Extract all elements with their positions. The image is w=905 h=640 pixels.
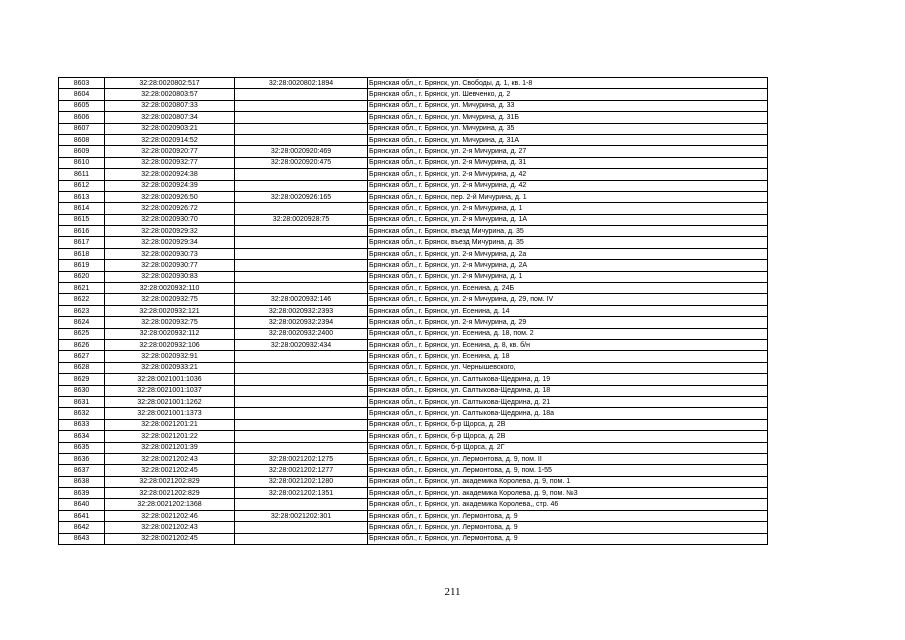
linked-cadastral-number-cell <box>235 408 368 419</box>
cadastral-number-cell: 32:28:0021202:46 <box>105 510 235 521</box>
linked-cadastral-number-cell: 32:28:0020932:2394 <box>235 317 368 328</box>
row-number-cell: 8633 <box>59 419 105 430</box>
cadastral-number-cell: 32:28:0020803:57 <box>105 89 235 100</box>
linked-cadastral-number-cell <box>235 169 368 180</box>
row-number-cell: 8638 <box>59 476 105 487</box>
address-cell: Брянская обл., г. Брянск, ул. 2-я Мичурина, д. 1 <box>368 203 768 214</box>
row-number-cell: 8641 <box>59 510 105 521</box>
table-row <box>59 419 768 430</box>
address-cell: Брянская обл., г. Брянск, въезд Мичурина, д. 35 <box>368 237 768 248</box>
address-cell: Брянская обл., г. Брянск, ул. Мичурина, д. 31Б <box>368 112 768 123</box>
address-cell: Брянская обл., г. Брянск, ул. академика Королева, д. 9, пом. 1 <box>368 476 768 487</box>
address-cell: Брянская обл., г. Брянск, ул. Чернышевского, <box>368 362 768 373</box>
linked-cadastral-number-cell: 32:28:0021202:1351 <box>235 488 368 499</box>
cadastral-number-cell: 32:28:0020920:77 <box>105 146 235 157</box>
table-row <box>59 533 768 544</box>
address-cell: Брянская обл., г. Брянск, ул. Салтыкова-Щедрина, д. 18 <box>368 385 768 396</box>
linked-cadastral-number-cell <box>235 112 368 123</box>
address-cell: Брянская обл., г. Брянск, ул. Есенина, д. 24Б <box>368 283 768 294</box>
row-number-cell: 8630 <box>59 385 105 396</box>
linked-cadastral-number-cell <box>235 203 368 214</box>
table-row <box>59 385 768 396</box>
linked-cadastral-number-cell: 32:28:0021202:1280 <box>235 476 368 487</box>
row-number-cell: 8617 <box>59 237 105 248</box>
linked-cadastral-number-cell <box>235 123 368 134</box>
linked-cadastral-number-cell <box>235 100 368 111</box>
table-row <box>59 203 768 214</box>
cadastral-number-cell: 32:28:0020932:112 <box>105 328 235 339</box>
address-cell: Брянская обл., г. Брянск, ул. Есенина, д. 18, пом. 2 <box>368 328 768 339</box>
cadastral-number-cell: 32:28:0021201:22 <box>105 431 235 442</box>
table-row <box>59 510 768 521</box>
linked-cadastral-number-cell <box>235 260 368 271</box>
linked-cadastral-number-cell: 32:28:0021202:1275 <box>235 453 368 464</box>
table-row <box>59 294 768 305</box>
row-number-cell: 8639 <box>59 488 105 499</box>
cadastral-number-cell: 32:28:0021202:1368 <box>105 499 235 510</box>
linked-cadastral-number-cell: 32:28:0020932:434 <box>235 339 368 350</box>
table-row <box>59 351 768 362</box>
cadastral-number-cell: 32:28:0020930:83 <box>105 271 235 282</box>
table-row <box>59 453 768 464</box>
row-number-cell: 8614 <box>59 203 105 214</box>
table-row <box>59 134 768 145</box>
address-cell: Брянская обл., г. Брянск, ул. 2-я Мичурина, д. 29 <box>368 317 768 328</box>
address-cell: Брянская обл., г. Брянск, ул. 2-я Мичурина, д. 2а <box>368 248 768 259</box>
table-body <box>59 78 768 545</box>
table-row <box>59 362 768 373</box>
linked-cadastral-number-cell <box>235 248 368 259</box>
property-register-table <box>58 77 768 545</box>
address-cell: Брянская обл., г. Брянск, ул. Есенина, д. 8, кв. б/н <box>368 339 768 350</box>
table-row <box>59 100 768 111</box>
address-cell: Брянская обл., г. Брянск, ул. академика Королева,, стр. 46 <box>368 499 768 510</box>
address-cell: Брянская обл., г. Брянск, ул. Салтыкова-Щедрина, д. 19 <box>368 374 768 385</box>
cadastral-number-cell: 32:28:0020932:106 <box>105 339 235 350</box>
table-row <box>59 260 768 271</box>
row-number-cell: 8632 <box>59 408 105 419</box>
table-row <box>59 157 768 168</box>
linked-cadastral-number-cell <box>235 431 368 442</box>
table-row <box>59 180 768 191</box>
address-cell: Брянская обл., г. Брянск, ул. Мичурина, д. 31А <box>368 134 768 145</box>
table-row <box>59 339 768 350</box>
row-number-cell: 8631 <box>59 396 105 407</box>
linked-cadastral-number-cell <box>235 134 368 145</box>
cadastral-number-cell: 32:28:0020929:34 <box>105 237 235 248</box>
address-cell: Брянская обл., г. Брянск, ул. 2-я Мичурина, д. 27 <box>368 146 768 157</box>
table-row <box>59 396 768 407</box>
address-cell: Брянская обл., г. Брянск, б-р Щорса, д. 2В <box>368 419 768 430</box>
table-row <box>59 146 768 157</box>
page-number: 211 <box>444 586 461 598</box>
linked-cadastral-number-cell <box>235 271 368 282</box>
cadastral-number-cell: 32:28:0021202:829 <box>105 476 235 487</box>
row-number-cell: 8637 <box>59 465 105 476</box>
linked-cadastral-number-cell: 32:28:0020920:475 <box>235 157 368 168</box>
cadastral-number-cell: 32:28:0021201:21 <box>105 419 235 430</box>
table-row <box>59 248 768 259</box>
address-cell: Брянская обл., г. Брянск, ул. Лермонтова, д. 9, пом. 1-55 <box>368 465 768 476</box>
row-number-cell: 8640 <box>59 499 105 510</box>
row-number-cell: 8625 <box>59 328 105 339</box>
row-number-cell: 8603 <box>59 78 105 89</box>
cadastral-number-cell: 32:28:0020932:91 <box>105 351 235 362</box>
cadastral-number-cell: 32:28:0020930:70 <box>105 214 235 225</box>
cadastral-number-cell: 32:28:0021202:45 <box>105 533 235 544</box>
linked-cadastral-number-cell: 32:28:0021202:301 <box>235 510 368 521</box>
cadastral-number-cell: 32:28:0020926:72 <box>105 203 235 214</box>
linked-cadastral-number-cell <box>235 89 368 100</box>
address-cell: Брянская обл., г. Брянск, ул. Есенина, д. 14 <box>368 305 768 316</box>
linked-cadastral-number-cell <box>235 180 368 191</box>
table-row <box>59 123 768 134</box>
linked-cadastral-number-cell <box>235 237 368 248</box>
linked-cadastral-number-cell: 32:28:0020926:165 <box>235 191 368 202</box>
table-row <box>59 431 768 442</box>
address-cell: Брянская обл., г. Брянск, ул. 2-я Мичурина, д. 42 <box>368 169 768 180</box>
linked-cadastral-number-cell <box>235 396 368 407</box>
row-number-cell: 8620 <box>59 271 105 282</box>
address-cell: Брянская обл., г. Брянск, ул. академика Королева, д. 9, пом. №3 <box>368 488 768 499</box>
cadastral-number-cell: 32:28:0020802:517 <box>105 78 235 89</box>
address-cell: Брянская обл., г. Брянск, ул. Лермонтова, д. 9, пом. II <box>368 453 768 464</box>
row-number-cell: 8607 <box>59 123 105 134</box>
linked-cadastral-number-cell <box>235 226 368 237</box>
cadastral-number-cell: 32:28:0020932:75 <box>105 317 235 328</box>
cadastral-number-cell: 32:28:0021001:1036 <box>105 374 235 385</box>
cadastral-number-cell: 32:28:0021202:43 <box>105 453 235 464</box>
cadastral-number-cell: 32:28:0021202:43 <box>105 522 235 533</box>
table-row <box>59 374 768 385</box>
linked-cadastral-number-cell: 32:28:0020932:146 <box>235 294 368 305</box>
row-number-cell: 8606 <box>59 112 105 123</box>
address-cell: Брянская обл., г. Брянск, ул. Мичурина, д. 35 <box>368 123 768 134</box>
row-number-cell: 8604 <box>59 89 105 100</box>
table-row <box>59 317 768 328</box>
address-cell: Брянская обл., г. Брянск, б-р Щорса, д. 2Г <box>368 442 768 453</box>
cadastral-number-cell: 32:28:0021202:45 <box>105 465 235 476</box>
row-number-cell: 8605 <box>59 100 105 111</box>
address-cell: Брянская обл., г. Брянск, ул. Лермонтова, д. 9 <box>368 533 768 544</box>
address-cell: Брянская обл., г. Брянск, въезд Мичурина, д. 35 <box>368 226 768 237</box>
row-number-cell: 8636 <box>59 453 105 464</box>
linked-cadastral-number-cell <box>235 499 368 510</box>
cadastral-number-cell: 32:28:0021202:829 <box>105 488 235 499</box>
table-row <box>59 499 768 510</box>
cadastral-number-cell: 32:28:0020933:21 <box>105 362 235 373</box>
cadastral-number-cell: 32:28:0020932:121 <box>105 305 235 316</box>
row-number-cell: 8616 <box>59 226 105 237</box>
row-number-cell: 8618 <box>59 248 105 259</box>
row-number-cell: 8608 <box>59 134 105 145</box>
cadastral-number-cell: 32:28:0021001:1262 <box>105 396 235 407</box>
linked-cadastral-number-cell: 32:28:0021202:1277 <box>235 465 368 476</box>
cadastral-number-cell: 32:28:0020903:21 <box>105 123 235 134</box>
row-number-cell: 8619 <box>59 260 105 271</box>
cadastral-number-cell: 32:28:0020807:34 <box>105 112 235 123</box>
row-number-cell: 8609 <box>59 146 105 157</box>
table-row <box>59 112 768 123</box>
address-cell: Брянская обл., г. Брянск, ул. 2-я Мичурина, д. 1 <box>368 271 768 282</box>
address-cell: Брянская обл., г. Брянск, ул. Лермонтова, д. 9 <box>368 510 768 521</box>
linked-cadastral-number-cell <box>235 283 368 294</box>
table-row <box>59 237 768 248</box>
table-row <box>59 214 768 225</box>
linked-cadastral-number-cell: 32:28:0020920:469 <box>235 146 368 157</box>
linked-cadastral-number-cell <box>235 351 368 362</box>
address-cell: Брянская обл., г. Брянск, ул. 2-я Мичурина, д. 2А <box>368 260 768 271</box>
cadastral-number-cell: 32:28:0020932:110 <box>105 283 235 294</box>
row-number-cell: 8610 <box>59 157 105 168</box>
address-cell: Брянская обл., г. Брянск, пер. 2-й Мичурина, д. 1 <box>368 191 768 202</box>
address-cell: Брянская обл., г. Брянск, б-р Щорса, д. 2В <box>368 431 768 442</box>
row-number-cell: 8628 <box>59 362 105 373</box>
cadastral-number-cell: 32:28:0020924:39 <box>105 180 235 191</box>
linked-cadastral-number-cell: 32:28:0020928:75 <box>235 214 368 225</box>
table-row <box>59 328 768 339</box>
linked-cadastral-number-cell: 32:28:0020932:2393 <box>235 305 368 316</box>
row-number-cell: 8634 <box>59 431 105 442</box>
cadastral-number-cell: 32:28:0021001:1373 <box>105 408 235 419</box>
table-row <box>59 408 768 419</box>
cadastral-number-cell: 32:28:0020932:75 <box>105 294 235 305</box>
address-cell: Брянская обл., г. Брянск, ул. Салтыкова-Щедрина, д. 21 <box>368 396 768 407</box>
linked-cadastral-number-cell <box>235 533 368 544</box>
row-number-cell: 8615 <box>59 214 105 225</box>
cadastral-number-cell: 32:28:0021201:39 <box>105 442 235 453</box>
address-cell: Брянская обл., г. Брянск, ул. Есенина, д. 18 <box>368 351 768 362</box>
linked-cadastral-number-cell: 32:28:0020802:1894 <box>235 78 368 89</box>
table-row <box>59 522 768 533</box>
table-row <box>59 169 768 180</box>
cadastral-number-cell: 32:28:0020930:77 <box>105 260 235 271</box>
linked-cadastral-number-cell: 32:28:0020932:2400 <box>235 328 368 339</box>
row-number-cell: 8642 <box>59 522 105 533</box>
cadastral-number-cell: 32:28:0020930:73 <box>105 248 235 259</box>
row-number-cell: 8623 <box>59 305 105 316</box>
address-cell: Брянская обл., г. Брянск, ул. Мичурина, д. 33 <box>368 100 768 111</box>
cadastral-number-cell: 32:28:0020924:38 <box>105 169 235 180</box>
cadastral-number-cell: 32:28:0020929:32 <box>105 226 235 237</box>
table-row <box>59 488 768 499</box>
linked-cadastral-number-cell <box>235 522 368 533</box>
linked-cadastral-number-cell <box>235 374 368 385</box>
linked-cadastral-number-cell <box>235 362 368 373</box>
cadastral-number-cell: 32:28:0020807:33 <box>105 100 235 111</box>
address-cell: Брянская обл., г. Брянск, ул. Свободы, д. 1, кв. 1-8 <box>368 78 768 89</box>
row-number-cell: 8626 <box>59 339 105 350</box>
table-row <box>59 465 768 476</box>
address-cell: Брянская обл., г. Брянск, ул. Лермонтова, д. 9 <box>368 522 768 533</box>
row-number-cell: 8613 <box>59 191 105 202</box>
table-row <box>59 283 768 294</box>
cadastral-number-cell: 32:28:0021001:1037 <box>105 385 235 396</box>
address-cell: Брянская обл., г. Брянск, ул. 2-я Мичурина, д. 42 <box>368 180 768 191</box>
address-cell: Брянская обл., г. Брянск, ул. 2-я Мичурина, д. 1А <box>368 214 768 225</box>
linked-cadastral-number-cell <box>235 442 368 453</box>
row-number-cell: 8624 <box>59 317 105 328</box>
row-number-cell: 8627 <box>59 351 105 362</box>
row-number-cell: 8643 <box>59 533 105 544</box>
table-row <box>59 442 768 453</box>
address-cell: Брянская обл., г. Брянск, ул. Салтыкова-Щедрина, д. 18а <box>368 408 768 419</box>
address-cell: Брянская обл., г. Брянск, ул. 2-я Мичурина, д. 31 <box>368 157 768 168</box>
table-row <box>59 476 768 487</box>
table-row <box>59 78 768 89</box>
linked-cadastral-number-cell <box>235 385 368 396</box>
row-number-cell: 8622 <box>59 294 105 305</box>
cadastral-number-cell: 32:28:0020926:50 <box>105 191 235 202</box>
table-row <box>59 305 768 316</box>
row-number-cell: 8629 <box>59 374 105 385</box>
row-number-cell: 8621 <box>59 283 105 294</box>
row-number-cell: 8611 <box>59 169 105 180</box>
table-row <box>59 89 768 100</box>
address-cell: Брянская обл., г. Брянск, ул. 2-я Мичурина, д. 29, пом. IV <box>368 294 768 305</box>
table-row <box>59 191 768 202</box>
cadastral-number-cell: 32:28:0020932:77 <box>105 157 235 168</box>
row-number-cell: 8635 <box>59 442 105 453</box>
table-row <box>59 226 768 237</box>
linked-cadastral-number-cell <box>235 419 368 430</box>
address-cell: Брянская обл., г. Брянск, ул. Шевченко, д. 2 <box>368 89 768 100</box>
row-number-cell: 8612 <box>59 180 105 191</box>
cadastral-number-cell: 32:28:0020914:52 <box>105 134 235 145</box>
table-row <box>59 271 768 282</box>
